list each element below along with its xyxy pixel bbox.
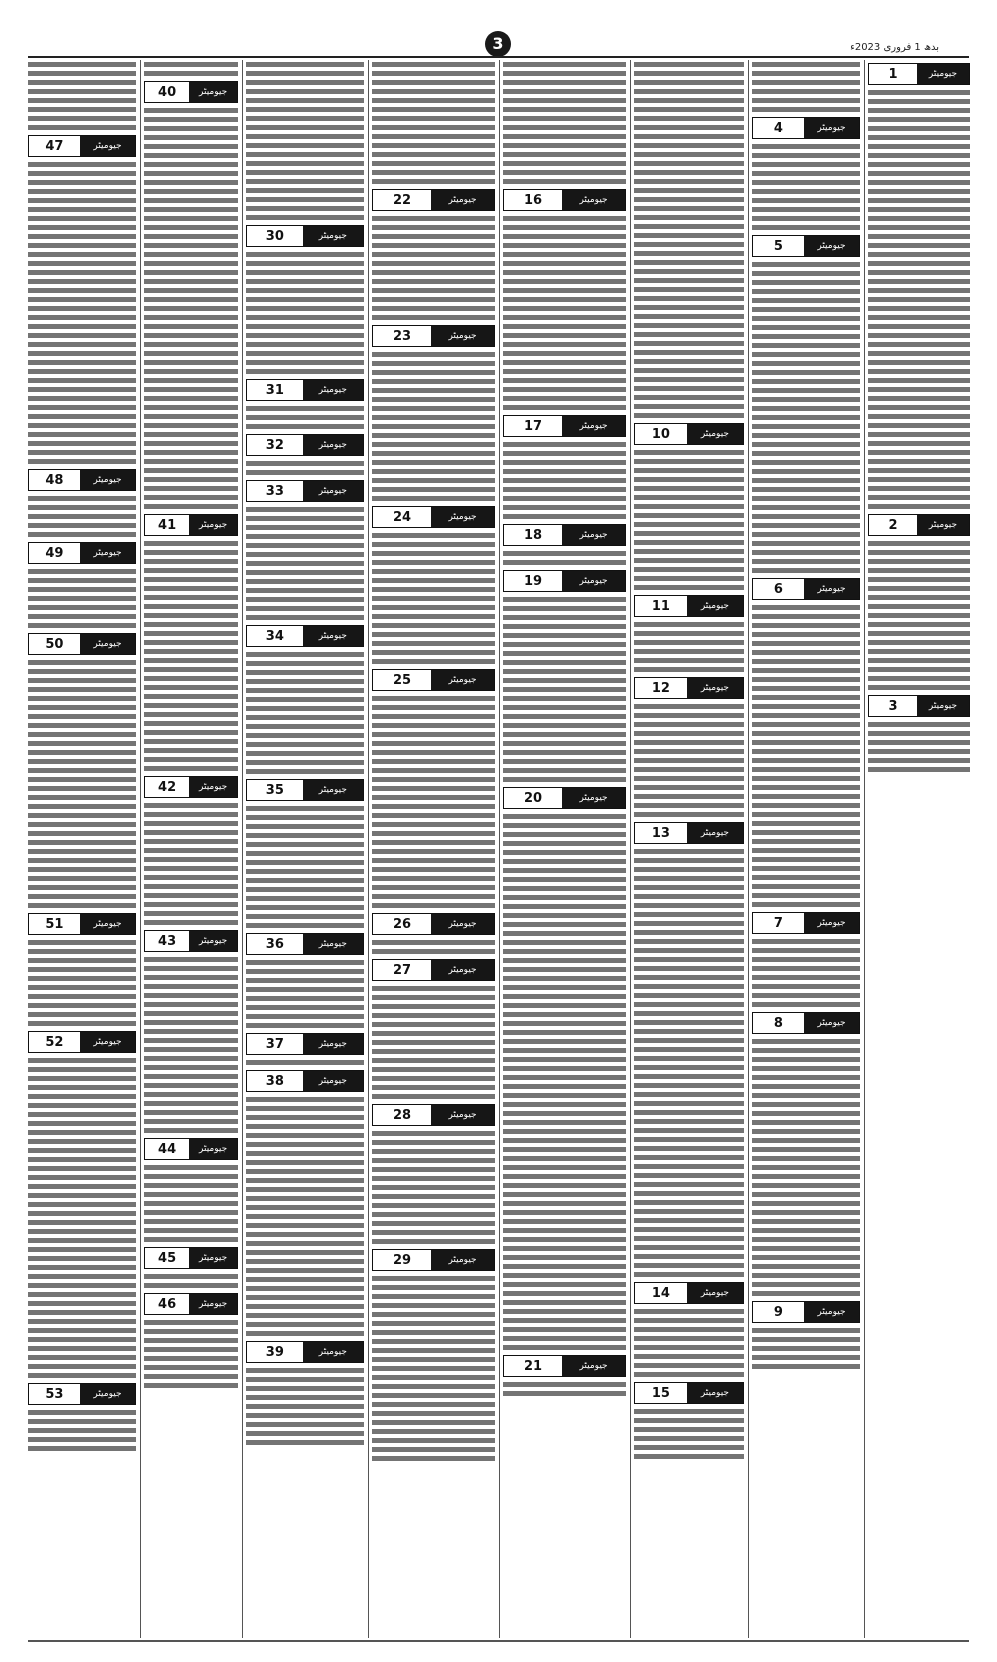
text-block (246, 804, 364, 930)
item-number: 53 (29, 1384, 81, 1404)
item-number: 8 (753, 1013, 805, 1033)
item-number: 38 (247, 1071, 304, 1091)
text-block (634, 620, 744, 674)
text-block (634, 702, 744, 819)
text-block (372, 350, 495, 503)
item-number: 6 (753, 579, 805, 599)
item-header (246, 1070, 364, 1092)
item-header (144, 514, 238, 536)
item-label: جیومیٹر (431, 190, 494, 210)
column-divider (630, 60, 631, 1638)
item-header (144, 1293, 238, 1315)
item-label: جیومیٹر (80, 543, 135, 563)
item-label: جیومیٹر (189, 82, 237, 102)
text-block (246, 958, 364, 1030)
text-block (144, 1272, 238, 1290)
item-number: 30 (247, 226, 304, 246)
item-label: جیومیٹر (804, 118, 859, 138)
item-number: 25 (373, 670, 432, 690)
text-block (28, 494, 136, 539)
text-block (144, 955, 238, 1135)
item-label: جیومیٹر (431, 670, 494, 690)
item-label: جیومیٹر (303, 380, 363, 400)
text-block (752, 937, 860, 1009)
item-header (372, 959, 495, 981)
text-block (868, 88, 970, 511)
item-header (868, 63, 970, 85)
text-block (28, 567, 136, 630)
text-block (503, 1380, 626, 1398)
item-header (144, 1247, 238, 1269)
text-block (503, 812, 626, 1352)
item-label: جیومیٹر (562, 190, 625, 210)
text-block (246, 250, 364, 376)
item-number: 46 (145, 1294, 190, 1314)
item-header (634, 1382, 744, 1404)
item-number: 3 (869, 696, 918, 716)
item-label: جیومیٹر (687, 678, 743, 698)
text-block (28, 1408, 136, 1453)
item-header (634, 677, 744, 699)
text-block (752, 1326, 860, 1371)
item-label: جیومیٹر (431, 507, 494, 527)
item-number: 36 (247, 934, 304, 954)
item-header (28, 1383, 136, 1405)
text-block (503, 549, 626, 567)
item-number: 23 (373, 326, 432, 346)
item-header (144, 776, 238, 798)
item-number: 9 (753, 1302, 805, 1322)
text-block (246, 1058, 364, 1067)
item-number: 26 (373, 914, 432, 934)
text-block (144, 1318, 238, 1390)
item-header (752, 235, 860, 257)
text-block (372, 938, 495, 956)
text-block (372, 1274, 495, 1463)
item-header (372, 506, 495, 528)
text-block (246, 1095, 364, 1338)
item-header (634, 595, 744, 617)
header-date: بدھ 1 فروری 2023ء (850, 42, 939, 53)
item-header (28, 135, 136, 157)
item-number: 50 (29, 634, 81, 654)
item-label: جیومیٹر (80, 136, 135, 156)
item-number: 44 (145, 1139, 190, 1159)
text-block (868, 539, 970, 692)
item-header (752, 1301, 860, 1323)
text-block (503, 595, 626, 784)
item-header (503, 524, 626, 546)
item-number: 2 (869, 515, 918, 535)
item-label: جیومیٹر (562, 416, 625, 436)
item-label: جیومیٹر (189, 1294, 237, 1314)
item-label: جیومیٹر (804, 1302, 859, 1322)
item-number: 28 (373, 1105, 432, 1125)
item-label: جیومیٹر (80, 914, 135, 934)
text-block (752, 603, 860, 909)
item-number: 12 (635, 678, 688, 698)
text-block (634, 60, 744, 420)
text-block (28, 658, 136, 910)
item-header (246, 1341, 364, 1363)
text-block (246, 1366, 364, 1447)
item-number: 42 (145, 777, 190, 797)
item-label: جیومیٹر (303, 1071, 363, 1091)
item-label: جیومیٹر (562, 571, 625, 591)
column-divider (864, 60, 865, 1638)
column-divider (499, 60, 500, 1638)
text-block (144, 1163, 238, 1244)
page-number-badge: 3 (485, 31, 511, 57)
item-label: جیومیٹر (80, 634, 135, 654)
text-block (503, 60, 626, 186)
item-header (868, 514, 970, 536)
item-label: جیومیٹر (804, 1013, 859, 1033)
header-rule (28, 56, 969, 58)
text-block (246, 459, 364, 477)
item-header (868, 695, 970, 717)
text-block (503, 440, 626, 521)
text-block (634, 1407, 744, 1461)
text-block (28, 1056, 136, 1380)
text-block (372, 1129, 495, 1246)
item-header (28, 633, 136, 655)
item-number: 32 (247, 435, 304, 455)
column-4 (503, 60, 626, 1638)
item-number: 49 (29, 543, 81, 563)
item-header (752, 578, 860, 600)
item-label: جیومیٹر (303, 934, 363, 954)
item-header (372, 1249, 495, 1271)
text-block (752, 1037, 860, 1298)
text-block (372, 60, 495, 186)
item-number: 22 (373, 190, 432, 210)
item-number: 20 (504, 788, 563, 808)
item-number: 17 (504, 416, 563, 436)
text-block (503, 214, 626, 412)
item-label: جیومیٹر (917, 515, 969, 535)
item-label: جیومیٹر (431, 914, 494, 934)
text-block (246, 404, 364, 431)
item-label: جیومیٹر (804, 579, 859, 599)
item-number: 40 (145, 82, 190, 102)
item-number: 39 (247, 1342, 304, 1362)
item-label: جیومیٹر (687, 596, 743, 616)
column-6 (246, 60, 364, 1638)
item-number: 14 (635, 1283, 688, 1303)
item-number: 27 (373, 960, 432, 980)
item-label: جیومیٹر (189, 777, 237, 797)
item-number: 10 (635, 424, 688, 444)
item-label: جیومیٹر (303, 481, 363, 501)
item-header (246, 434, 364, 456)
item-label: جیومیٹر (303, 1034, 363, 1054)
item-label: جیومیٹر (917, 64, 969, 84)
item-label: جیومیٹر (431, 1250, 494, 1270)
item-header (246, 225, 364, 247)
text-block (28, 938, 136, 1028)
item-number: 52 (29, 1032, 81, 1052)
item-header (503, 787, 626, 809)
text-block (246, 60, 364, 222)
item-header (144, 930, 238, 952)
item-label: جیومیٹر (80, 1032, 135, 1052)
item-number: 47 (29, 136, 81, 156)
item-label: جیومیٹر (431, 960, 494, 980)
text-block (144, 106, 238, 511)
item-header (28, 542, 136, 564)
item-label: جیومیٹر (687, 823, 743, 843)
item-label: جیومیٹر (687, 424, 743, 444)
item-label: جیومیٹر (687, 1383, 743, 1403)
column-7 (144, 60, 238, 1638)
item-label: جیومیٹر (431, 326, 494, 346)
item-label: جیومیٹر (303, 1342, 363, 1362)
item-header (246, 625, 364, 647)
item-label: جیومیٹر (562, 1356, 625, 1376)
item-label: جیومیٹر (804, 236, 859, 256)
item-label: جیومیٹر (80, 470, 135, 490)
text-block (868, 720, 970, 774)
item-header (372, 669, 495, 691)
item-number: 16 (504, 190, 563, 210)
item-header (246, 480, 364, 502)
item-header (28, 913, 136, 935)
item-label: جیومیٹر (189, 931, 237, 951)
item-label: جیومیٹر (562, 788, 625, 808)
text-block (634, 1307, 744, 1379)
item-header (372, 1104, 495, 1126)
item-label: جیومیٹر (917, 696, 969, 716)
item-number: 24 (373, 507, 432, 527)
item-header (246, 1033, 364, 1055)
item-header (372, 189, 495, 211)
item-number: 15 (635, 1383, 688, 1403)
item-header (246, 933, 364, 955)
item-header (246, 779, 364, 801)
item-number: 45 (145, 1248, 190, 1268)
text-block (634, 448, 744, 592)
item-number: 51 (29, 914, 81, 934)
text-block (28, 60, 136, 132)
item-label: جیومیٹر (189, 1139, 237, 1159)
item-number: 4 (753, 118, 805, 138)
column-divider (140, 60, 141, 1638)
item-label: جیومیٹر (80, 1384, 135, 1404)
column-1 (868, 60, 970, 1638)
item-number: 37 (247, 1034, 304, 1054)
text-block (144, 801, 238, 927)
item-number: 5 (753, 236, 805, 256)
item-header (246, 379, 364, 401)
item-label: جیومیٹر (303, 780, 363, 800)
text-block (246, 505, 364, 622)
text-block (372, 214, 495, 322)
item-header (503, 1355, 626, 1377)
column-8 (28, 60, 136, 1638)
text-block (28, 160, 136, 466)
item-number: 35 (247, 780, 304, 800)
item-label: جیومیٹر (687, 1283, 743, 1303)
item-number: 43 (145, 931, 190, 951)
item-label: جیومیٹر (303, 626, 363, 646)
footer-rule (28, 1640, 969, 1642)
text-block (246, 650, 364, 776)
text-block (752, 142, 860, 232)
text-block (144, 60, 238, 78)
item-header (144, 81, 238, 103)
item-number: 33 (247, 481, 304, 501)
item-header (503, 189, 626, 211)
item-number: 1 (869, 64, 918, 84)
item-header (28, 1031, 136, 1053)
column-divider (368, 60, 369, 1638)
item-header (752, 1012, 860, 1034)
item-label: جیومیٹر (189, 1248, 237, 1268)
text-block (634, 847, 744, 1279)
column-divider (748, 60, 749, 1638)
item-label: جیومیٹر (431, 1105, 494, 1125)
text-block (372, 531, 495, 666)
item-header (372, 913, 495, 935)
text-block (372, 984, 495, 1101)
item-header (28, 469, 136, 491)
item-header (144, 1138, 238, 1160)
item-header (372, 325, 495, 347)
item-number: 11 (635, 596, 688, 616)
item-label: جیومیٹر (303, 226, 363, 246)
column-3 (634, 60, 744, 1638)
item-header (503, 415, 626, 437)
text-block (752, 260, 860, 575)
text-block (752, 60, 860, 114)
item-number: 7 (753, 913, 805, 933)
item-header (634, 1282, 744, 1304)
column-5 (372, 60, 495, 1638)
item-number: 21 (504, 1356, 563, 1376)
item-number: 31 (247, 380, 304, 400)
column-divider (242, 60, 243, 1638)
column-2 (752, 60, 860, 1638)
text-block (372, 694, 495, 910)
item-label: جیومیٹر (562, 525, 625, 545)
item-number: 41 (145, 515, 190, 535)
item-header (634, 423, 744, 445)
item-label: جیومیٹر (303, 435, 363, 455)
item-number: 29 (373, 1250, 432, 1270)
item-number: 48 (29, 470, 81, 490)
item-label: جیومیٹر (804, 913, 859, 933)
item-header (752, 912, 860, 934)
item-number: 34 (247, 626, 304, 646)
item-number: 18 (504, 525, 563, 545)
item-label: جیومیٹر (189, 515, 237, 535)
item-header (503, 570, 626, 592)
item-header (752, 117, 860, 139)
text-block (144, 539, 238, 773)
item-number: 13 (635, 823, 688, 843)
item-header (634, 822, 744, 844)
item-number: 19 (504, 571, 563, 591)
